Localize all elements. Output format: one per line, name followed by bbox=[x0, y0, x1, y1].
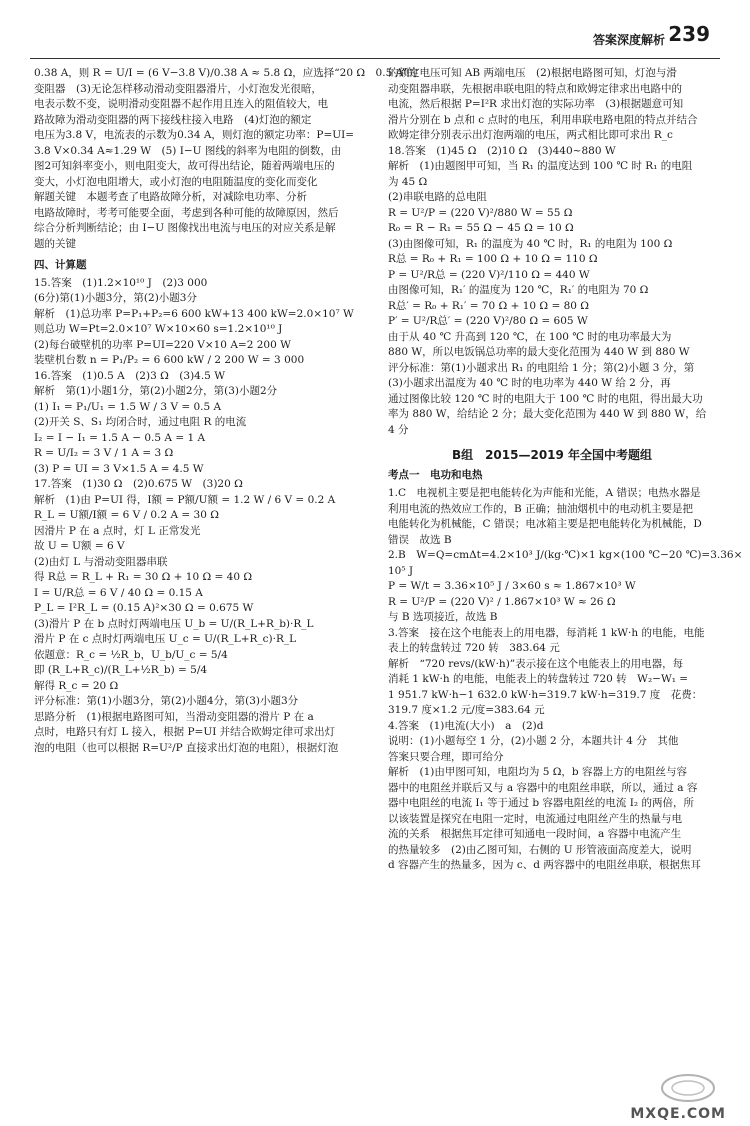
header-title: 答案深度解析 bbox=[592, 33, 665, 47]
text-line: 率为 880 W，给结论 2 分；最大变化范围为 440 W 到 880 W，给 bbox=[388, 408, 707, 420]
text-line: 与 B 选项接近，故选 B bbox=[388, 611, 498, 623]
text-line: R_L = U额/I额 = 6 V / 0.2 A = 30 Ω bbox=[34, 509, 219, 521]
text-line: 得 R总 = R_L + R₁ = 30 Ω + 10 Ω = 40 Ω bbox=[34, 571, 253, 583]
text-line: 通过图像比较 120 ℃ 时的电阻大于 100 ℃ 时的电阻，得出最大功 bbox=[388, 392, 703, 405]
text-line: 题的关键 bbox=[34, 237, 76, 250]
text-line: 为 45 Ω bbox=[388, 175, 428, 188]
text-line: R = U/I₂ = 3 V / 1 A = 3 Ω bbox=[34, 447, 174, 459]
text-line: 2.B W=Q=cmΔt=4.2×10³ J/(kg·℃)×1 kg×(100 ℃−20 ℃)=3.36× bbox=[388, 549, 743, 561]
text-line: (2)每台破壁机的功率 P=UI=220 V×10 A=2 200 W bbox=[34, 338, 291, 351]
text-line: 10⁵ J bbox=[388, 564, 414, 577]
text-line: 解析 (1)由甲图可知，电阻均为 5 Ω，b 容器上方的电阻丝与容 bbox=[388, 766, 687, 778]
text-line: 即 (R_L+R_c)/(R_L+½R_b) = 5/4 bbox=[34, 664, 208, 676]
text-line: P = U²/R总 = (220 V)²/110 Ω = 440 W bbox=[388, 268, 590, 281]
text-line: 解析 (1)由 P=UI 得，I额 = P额/U额 = 1.2 W / 6 V = 0.2 A bbox=[34, 493, 336, 506]
text-line: 说明：(1)小题每空 1 分，(2)小题 2 分，本题共计 4 分 其他 bbox=[388, 735, 679, 747]
text-line: 则总功 W=Pt=2.0×10⁷ W×10×60 s=1.2×10¹⁰ J bbox=[34, 323, 283, 335]
kaodian-title: 考点一 电功和电热 bbox=[388, 468, 483, 481]
text-line: 流的关系 根据焦耳定律可知通电一段时间，a 容器中电流产生 bbox=[388, 828, 682, 840]
text-line: P_L = I²R_L = (0.15 A)²×30 Ω = 0.675 W bbox=[34, 602, 254, 614]
text-line: (3)小题求出温度为 40 ℃ 时的电功率为 440 W 给 2 分，再 bbox=[388, 377, 671, 389]
text-line: 1 951.7 kW·h−1 632.0 kW·h=319.7 kW·h=319.7 度 花费： bbox=[388, 688, 703, 701]
text-line: (1) I₁ = P₁/U₁ = 1.5 W / 3 V = 0.5 A bbox=[34, 400, 222, 413]
text-line: 错误 故选 B bbox=[388, 533, 452, 546]
text-line: 泡的电阻（也可以根据 R=U²/P 直接求出灯泡的电阻），根据灯泡 bbox=[34, 741, 339, 754]
text-line: 思路分析 (1)根据电路图可知，当滑动变阻器的滑片 P 在 a bbox=[34, 710, 314, 723]
text-line: 3.8 V×0.34 A≈1.29 W (5) I−U 图线的斜率为电阻的倒数，由 bbox=[34, 144, 342, 157]
text-line: 电能转化为机械能，C 错误；电冰箱主要是把电能转化为机械能，D bbox=[388, 518, 702, 530]
text-line: 解析 (1)总功率 P=P₁+P₂=6 600 kW+13 400 kW=2.0×10⁷ W bbox=[34, 307, 354, 320]
text-line: 解得 R_c = 20 Ω bbox=[34, 679, 119, 692]
text-line: 四、计算题 bbox=[34, 259, 87, 271]
text-line: 17.答案 (1)30 Ω (2)0.675 W (3)20 Ω bbox=[34, 478, 243, 490]
text-line: 答案只要合理，即可给分 bbox=[388, 750, 504, 763]
text-line: 4 分 bbox=[388, 423, 409, 436]
text-line: 电流，然后根据 P=I²R 求出灯泡的实际功率 (3)根据题意可知 bbox=[388, 98, 684, 110]
text-line: 欧姆定律分别表示出灯泡两端的电压，两式相比即可求出 R_c bbox=[388, 129, 673, 141]
text-line: P = W/t = 3.36×10⁵ J / 3×60 s ≈ 1.867×10³ W bbox=[388, 580, 636, 592]
text-line: 4.答案 (1)电流(大小) a (2)d bbox=[388, 719, 544, 732]
text-line: 器中电阻丝的电流 I₁ 等于通过 b 容器电阻丝的电流 I₂ 的两倍，所 bbox=[388, 797, 694, 809]
text-line: I = U/R总 = 6 V / 40 Ω = 0.15 A bbox=[34, 586, 203, 599]
text-line: 1.C 电视机主要是把电能转化为声能和光能，A 错误；电热水器是 bbox=[388, 487, 701, 499]
text-line: 动变阻器串联，先根据串联电阻的特点和欧姆定律求出电路中的 bbox=[388, 82, 682, 95]
text-line: 16.答案 (1)0.5 A (2)3 Ω (3)4.5 W bbox=[34, 369, 225, 382]
text-line: 滑片 P 在 c 点时灯两端电压 U_c = U/(R_L+R_c)·R_L bbox=[34, 633, 297, 645]
text-line: 电表示数不变，说明滑动变阻器不起作用且连入的阻值较大，电 bbox=[34, 98, 328, 110]
text-line: 点时，电路只有灯 L 接入，根据 P=UI 并结合欧姆定律可求出灯 bbox=[34, 726, 336, 738]
text-line: 图2可知斜率变小，则电阻变大，故可得出结论，随着两端电压的 bbox=[34, 160, 335, 172]
text-line: I₂ = I − I₁ = 1.5 A − 0.5 A = 1 A bbox=[34, 431, 206, 444]
text-line: 表上的转盘转过 720 转 383.64 元 bbox=[388, 642, 560, 654]
text-line: 880 W，所以电饭锅总功率的最大变化范围为 440 W 到 880 W bbox=[388, 346, 690, 358]
text-line: 评分标准：第(1)小题求出 R₁ 的电阻给 1 分；第(2)小题 3 分，第 bbox=[388, 361, 695, 374]
page-header bbox=[0, 0, 750, 60]
text-line: 解析 第(1)小题1分，第(2)小题2分，第(3)小题2分 bbox=[34, 385, 278, 397]
text-line: 消耗 1 kW·h 的电能，电能表上的转盘转过 720 转 W₂−W₁ = bbox=[388, 673, 689, 685]
text-line: R = U²/P = (220 V)²/880 W = 55 Ω bbox=[388, 206, 573, 219]
text-line: 器中的电阻丝并联后又与 a 容器中的电阻丝串联，所以，通过 a 容 bbox=[388, 781, 698, 794]
text-line: 故 U = U额 = 6 V bbox=[34, 540, 125, 552]
text-line: 解题关键 本题考查了电路故障分析，对减除电功率、分析 bbox=[34, 191, 307, 203]
text-line: (2)由灯 L 与滑动变阻器串联 bbox=[34, 555, 168, 568]
text-line: 依题意：R_c = ½R_b，U_b/U_c = 5/4 bbox=[34, 648, 228, 661]
right-column-part-a bbox=[388, 66, 716, 438]
text-line: R总 = R₀ + R₁ = 100 Ω + 10 Ω = 110 Ω bbox=[388, 253, 598, 265]
text-line: 电压为3.8 V，电流表的示数为0.34 A，则灯泡的额定功率：P=UI= bbox=[34, 129, 355, 141]
text-line: 由于从 40 ℃ 升高到 120 ℃，在 100 ℃ 时的电功率最大为 bbox=[388, 330, 672, 343]
text-line: 3.答案 接在这个电能表上的用电器，每消耗 1 kW·h 的电能，电能 bbox=[388, 626, 705, 639]
text-line: 15.答案 (1)1.2×10¹⁰ J (2)3 000 bbox=[34, 276, 208, 289]
text-line: P′ = U²/R总′ = (220 V)²/80 Ω = 605 W bbox=[388, 315, 588, 327]
text-line: 因滑片 P 在 a 点时，灯 L 正常发光 bbox=[34, 524, 201, 537]
text-line: 的额定电压可知 AB 两端电压 (2)根据电路图可知，灯泡与滑 bbox=[388, 67, 677, 79]
text-line: 滑片分别在 b 点和 c 点时的电压，利用串联电路电阻的特点并结合 bbox=[388, 113, 698, 126]
text-line: 变大，小灯泡电阻增大，或小灯泡的电阻随温度的变化而变化 bbox=[34, 175, 318, 188]
text-line: 利用电流的热效应工作的，B 正确；抽油烟机中的电动机主要是把 bbox=[388, 502, 694, 515]
text-line: 路故障为滑动变阻器的两下接线柱接入电路 (4)灯泡的额定 bbox=[34, 113, 312, 126]
text-line: 电路故障时，考考可能要全面，考虑到各种可能的故障原因，然后 bbox=[34, 206, 339, 219]
text-line: 评分标准：第(1)小题3分，第(2)小题4分，第(3)小题3分 bbox=[34, 695, 299, 707]
text-line: 的热量较多 (2)由乙图可知，右侧的 U 形管液面高度差大，说明 bbox=[388, 843, 692, 856]
text-line: 319.7 度×1.2 元/度=383.64 元 bbox=[388, 704, 545, 716]
right-column bbox=[388, 66, 743, 1118]
text-line: R = U²/P = (220 V)² / 1.867×10³ W ≈ 26 Ω bbox=[388, 595, 616, 608]
text-line: 装壁机台数 n = P₁/P₂ = 6 600 kW / 2 200 W = 3 000 bbox=[34, 354, 305, 366]
text-line: (3)由图像可知，R₁ 的温度为 40 ℃ 时，R₁ 的电阻为 100 Ω bbox=[388, 237, 673, 250]
text-line: (2)开关 S、S₁ 均闭合时，通过电阻 R 的电流 bbox=[34, 416, 247, 428]
text-line: (3)滑片 P 在 b 点时灯两端电压 U_b = U/(R_L+R_b)·R_L bbox=[34, 617, 314, 630]
text-line: (6分)第(1)小题3分，第(2)小题3分 bbox=[34, 292, 197, 304]
text-line: 解析 “720 revs/(kW·h)”表示接在这个电能表上的用电器，每 bbox=[388, 657, 684, 670]
header-divider bbox=[30, 58, 720, 59]
text-line: 综合分析判断结论；由 I−U 图像找出电流与电压的对应关系是解 bbox=[34, 222, 336, 234]
right-column-part-b bbox=[388, 486, 743, 874]
text-line: (3) P = UI = 3 V×1.5 A = 4.5 W bbox=[34, 462, 204, 475]
text-line: 以该装置是探究在电阻一定时，电流通过电阻丝产生的热量与电 bbox=[388, 812, 682, 825]
group-title: B组 2015—2019 年全国中考题组 bbox=[451, 448, 653, 462]
text-line: R总′ = R₀ + R₁′ = 70 Ω + 10 Ω = 80 Ω bbox=[388, 299, 589, 312]
text-line: R₀ = R − R₁ = 55 Ω − 45 Ω = 10 Ω bbox=[388, 222, 574, 234]
text-line: 0.38 A，则 R = U/I = (6 V−3.8 V)/0.38 A ≈ 5.8 Ω，应选择“20 Ω 0.5 A”的 bbox=[34, 67, 418, 79]
page-number: 239 bbox=[668, 22, 710, 46]
text-line: d 容器产生的热量多，因为 c、d 两容器中的电阻丝串联，根据焦耳 bbox=[388, 859, 701, 871]
text-line: (2)串联电路的总电阻 bbox=[388, 191, 487, 203]
text-line: 18.答案 (1)45 Ω (2)10 Ω (3)440~880 W bbox=[388, 144, 616, 157]
text-line: 解析 (1)由题图甲可知，当 R₁ 的温度达到 100 ℃ 时 R₁ 的电阻 bbox=[388, 160, 693, 172]
text-line: 变阻器 (3)无论怎样移动滑动变阻器滑片，小灯泡发光很暗， bbox=[34, 82, 322, 95]
text-line: 由图像可知，R₁′ 的温度为 120 ℃，R₁′ 的电阻为 70 Ω bbox=[388, 284, 649, 296]
watermark-text: MXQE.COM bbox=[630, 1105, 726, 1122]
